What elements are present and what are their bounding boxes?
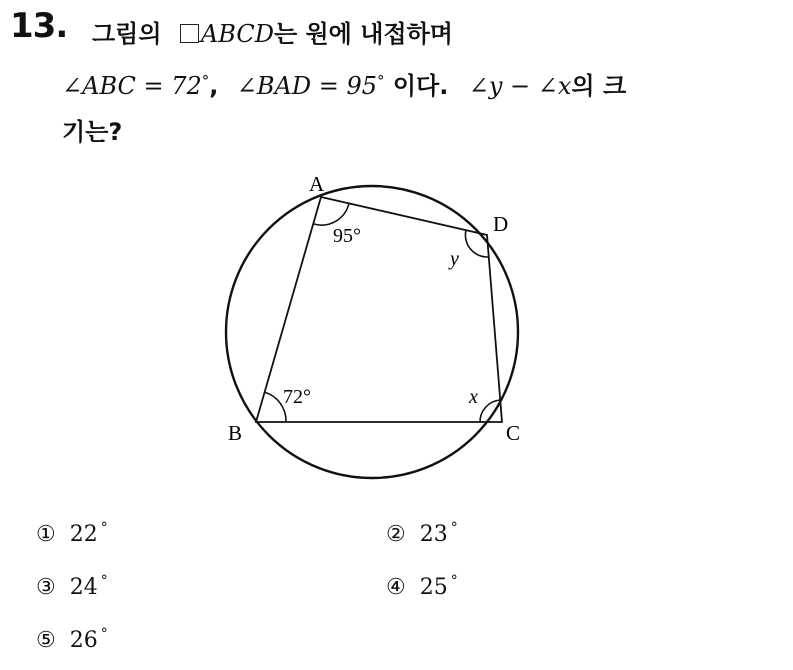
question-line1-rest: 는 원에 내접하며	[273, 20, 453, 48]
choice-1[interactable]	[36, 520, 108, 547]
choice-marker: ⑤	[36, 628, 56, 653]
angle-abc-condition: ∠ABC = 72	[62, 72, 202, 100]
choice-value: 26	[69, 628, 98, 653]
choice-marker: ③	[36, 575, 56, 600]
choice-marker: ①	[36, 522, 56, 547]
choice-marker: ②	[386, 522, 406, 547]
question-line2-mid: 이다.	[392, 72, 449, 100]
comma: ,	[209, 72, 219, 100]
question-line2-end: 의 크	[571, 72, 627, 100]
vertex-label-a: A	[309, 172, 325, 196]
angle-abc-degree: °	[201, 72, 210, 90]
vertex-label-d: D	[493, 212, 509, 236]
choice-degree: °	[450, 573, 458, 589]
vertex-label-b: B	[228, 421, 243, 445]
choice-5[interactable]	[36, 626, 108, 653]
asked-expression: ∠y − ∠x	[468, 72, 572, 100]
inscribed-quadrilateral-figure	[200, 160, 560, 500]
question-line-1	[92, 14, 453, 49]
choice-marker: ④	[386, 575, 406, 600]
vertex-label-c: C	[506, 421, 521, 445]
choice-value: 22	[69, 522, 98, 547]
angle-label-a: 95°	[333, 225, 361, 247]
quadrilateral-name: ABCD	[200, 20, 274, 48]
angle-bad-degree: °	[377, 72, 385, 90]
question-line-3: 기는?	[62, 118, 123, 146]
choice-degree: °	[100, 626, 108, 642]
question-line-2	[62, 66, 626, 101]
choice-degree: °	[450, 520, 458, 536]
choice-degree: °	[100, 520, 108, 536]
question-intro: 그림의	[92, 20, 162, 48]
choice-value: 23	[419, 522, 448, 547]
question-number: 13.	[10, 6, 68, 46]
circumcircle	[226, 186, 521, 478]
choice-4[interactable]	[386, 573, 458, 600]
choice-value: 25	[419, 575, 448, 600]
choice-value: 24	[69, 575, 98, 600]
choice-degree: °	[100, 573, 108, 589]
angle-label-x: x	[469, 386, 478, 408]
choice-2[interactable]	[386, 520, 458, 547]
choice-3[interactable]	[36, 573, 108, 600]
angle-arc-a	[314, 203, 349, 225]
square-symbol-icon	[180, 24, 199, 43]
angle-label-b: 72°	[283, 386, 311, 408]
angle-bad-condition: ∠BAD = 95	[236, 72, 378, 100]
angle-label-y: y	[450, 248, 459, 270]
